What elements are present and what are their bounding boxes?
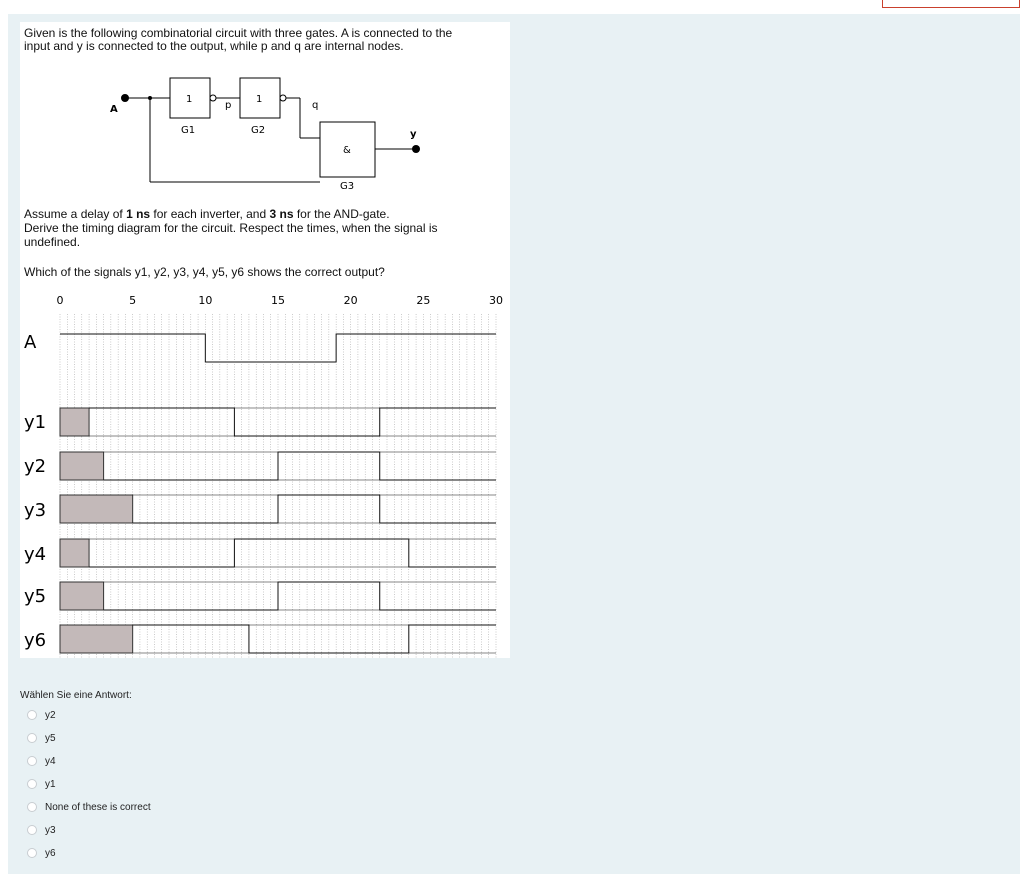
signal-label: y3 (24, 500, 47, 521)
signal-y3 (24, 495, 496, 523)
timing-signals (24, 332, 496, 653)
radio-button[interactable] (27, 756, 37, 766)
answer-option-label: y2 (45, 709, 56, 721)
signal-label: y6 (24, 630, 47, 651)
signal-y5 (24, 582, 496, 610)
undefined-region (60, 408, 89, 436)
radio-button[interactable] (27, 779, 37, 789)
waveform (89, 539, 496, 567)
answer-option[interactable] (27, 799, 151, 815)
g1-symbol: 1 (186, 94, 193, 105)
delay-and: 3 ns (269, 207, 294, 221)
delay-mid: for each inverter, and (150, 207, 270, 221)
signal-label: y4 (24, 544, 47, 565)
signal-label: A (24, 332, 37, 353)
g3-symbol: & (343, 145, 351, 156)
delay-inv: 1 ns (126, 207, 151, 221)
axis-tick-label: 25 (416, 294, 431, 307)
delay-line (24, 208, 390, 221)
timing-axis-ticks (57, 294, 504, 307)
node-p-label: p (225, 100, 232, 111)
signal-y2 (24, 452, 496, 480)
input-a-label: A (110, 104, 118, 115)
radio-button[interactable] (27, 710, 37, 720)
answer-option-label: y1 (45, 778, 56, 790)
axis-tick-label: 10 (198, 294, 213, 307)
derive-line-2: undefined. (24, 235, 81, 249)
radio-button[interactable] (27, 825, 37, 835)
header-button-partial[interactable] (882, 0, 1020, 8)
axis-tick-label: 30 (489, 294, 503, 307)
signal-y4 (24, 539, 496, 567)
undefined-region (60, 495, 133, 523)
g2-symbol: 1 (256, 94, 263, 105)
signal-label: y1 (24, 412, 47, 433)
waveform (104, 452, 496, 480)
waveform (60, 334, 496, 362)
answer-option[interactable] (27, 707, 56, 723)
signal-label: y5 (24, 586, 47, 607)
answer-option-label: y4 (45, 755, 56, 767)
delay-post: for the AND-gate. (293, 207, 390, 221)
axis-tick-label: 0 (56, 294, 64, 307)
answer-option[interactable] (27, 845, 56, 861)
g3-name: G3 (340, 181, 355, 192)
output-y-label: y (410, 129, 417, 140)
radio-button[interactable] (27, 802, 37, 812)
answer-option-label: y6 (45, 847, 56, 859)
answer-option[interactable] (27, 822, 56, 838)
node-q-label: q (312, 100, 319, 111)
delay-pre: Assume a delay of (24, 207, 127, 221)
answer-option[interactable] (27, 776, 56, 792)
g1-name: G1 (181, 125, 196, 136)
answer-option[interactable] (27, 753, 56, 769)
undefined-region (60, 625, 133, 653)
waveform (104, 582, 496, 610)
axis-tick-label: 20 (343, 294, 358, 307)
answer-option-label: y5 (45, 732, 56, 744)
signal-a (24, 332, 496, 362)
intro-line-1: Given is the following combinatorial circuit with three gates. A is connected to the (24, 26, 453, 40)
intro-line-2: input and y is connected to the output, while p and q are internal nodes. (24, 39, 404, 53)
undefined-region (60, 452, 104, 480)
answer-option-label: y3 (45, 824, 56, 836)
axis-tick-label: 5 (129, 294, 137, 307)
question-image (20, 22, 510, 658)
which-question: Which of the signals y1, y2, y3, y4, y5, y6 shows the correct output? (24, 265, 385, 279)
undefined-region (60, 539, 89, 567)
undefined-region (60, 582, 104, 610)
signal-y1 (24, 408, 496, 436)
timing-diagram (20, 286, 510, 661)
derive-line-1: Derive the timing diagram for the circuit. Respect the times, when the signal is (24, 221, 438, 235)
axis-tick-label: 15 (271, 294, 285, 307)
g2-name: G2 (251, 125, 266, 136)
answer-option[interactable] (27, 730, 56, 746)
radio-button[interactable] (27, 733, 37, 743)
radio-button[interactable] (27, 848, 37, 858)
answer-option-label: None of these is correct (45, 801, 151, 813)
answer-prompt: Wählen Sie eine Antwort: (20, 690, 132, 701)
signal-y6 (24, 625, 496, 653)
signal-label: y2 (24, 456, 47, 477)
